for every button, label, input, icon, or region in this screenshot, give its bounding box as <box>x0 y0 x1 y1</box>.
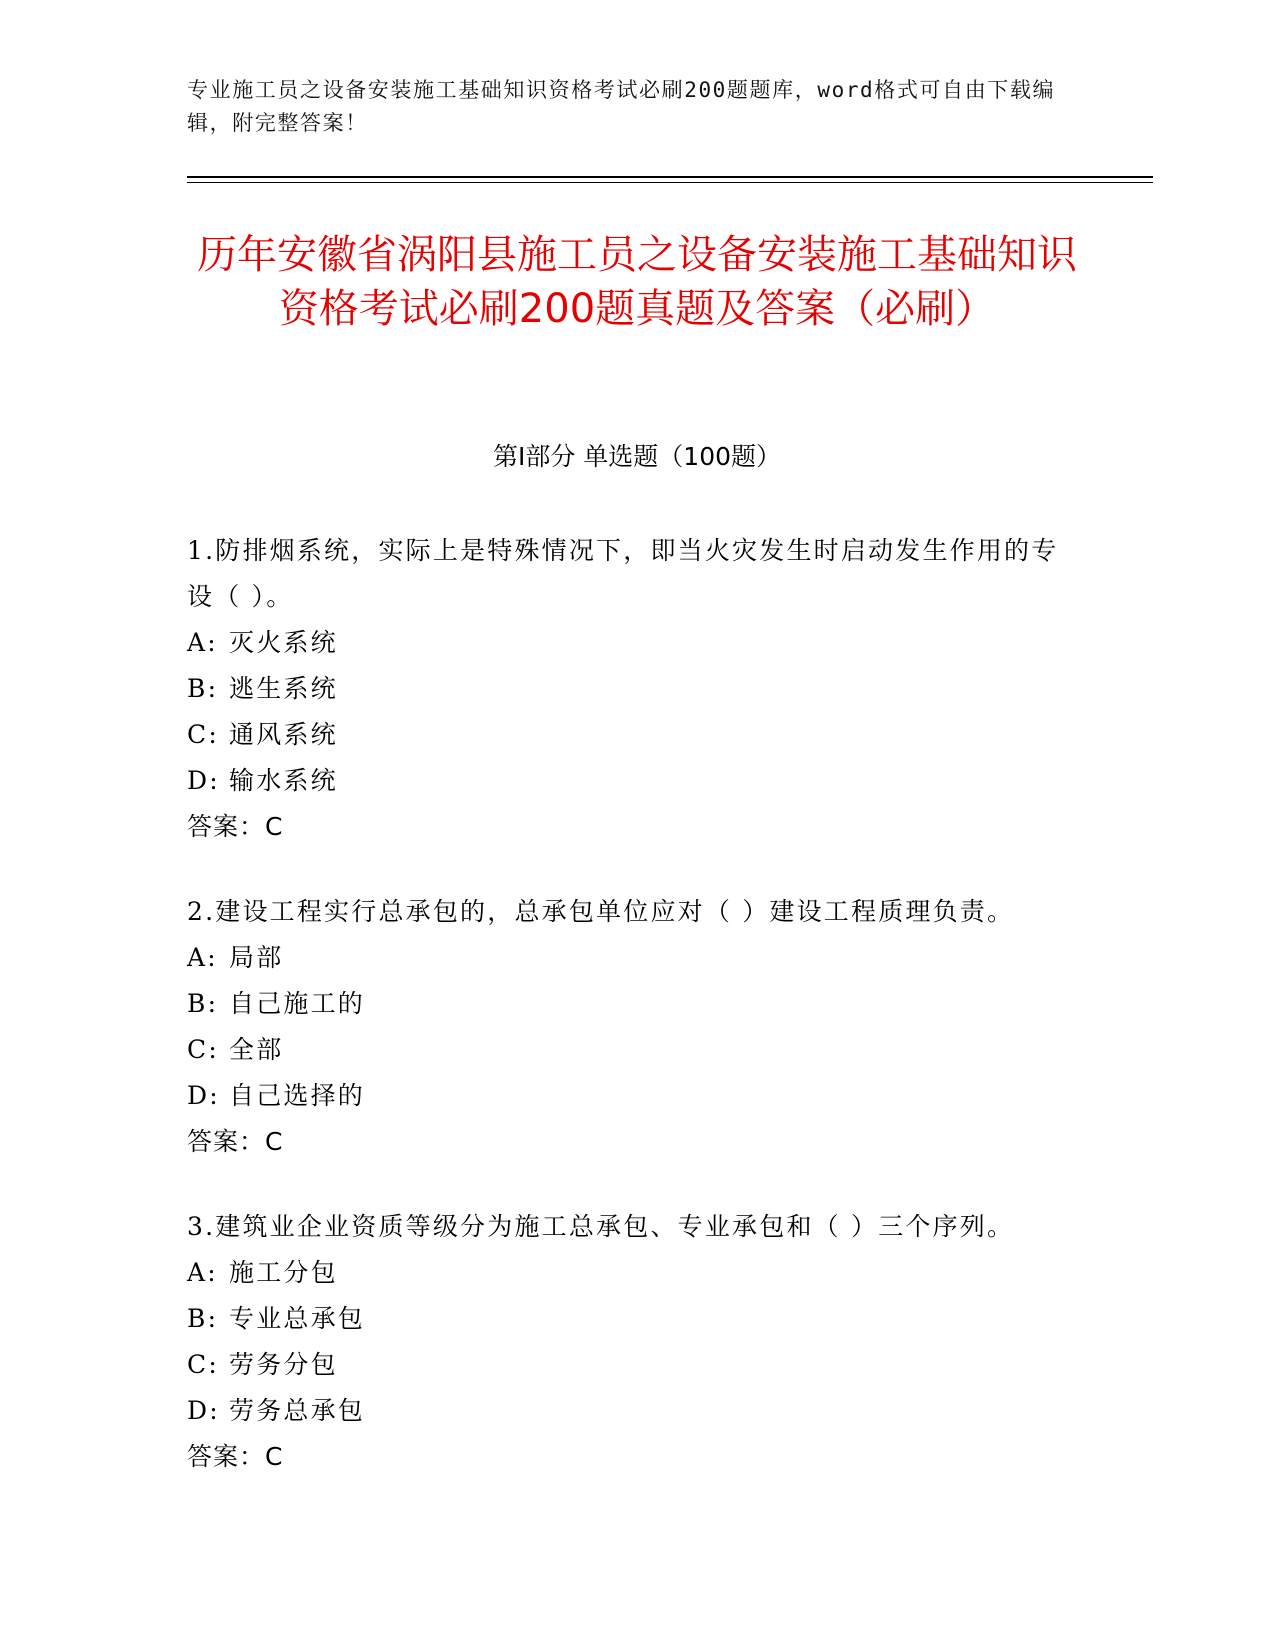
option-a <box>187 620 1067 666</box>
option-key: B: <box>187 989 219 1018</box>
question-stem: 3.建筑业企业资质等级分为施工总承包、专业承包和（ ）三个序列。 <box>187 1212 1015 1241</box>
option-key: D: <box>187 1081 220 1110</box>
document-title: 历年安徽省涡阳县施工员之设备安装施工基础知识资格考试必刷200题真题及答案（必刷） <box>197 232 1077 332</box>
answer-label: 答案： <box>187 1442 266 1471</box>
answer-line <box>187 1434 1067 1480</box>
option-key: B: <box>187 1304 219 1333</box>
question-stem: 2.建设工程实行总承包的，总承包单位应对（ ）建设工程质理负责。 <box>187 897 1015 926</box>
option-text: 灭火系统 <box>229 628 338 657</box>
option-text: 自己选择的 <box>229 1081 366 1110</box>
option-text: 自己施工的 <box>229 989 366 1018</box>
answer-line <box>187 1119 1067 1165</box>
option-text: 劳务总承包 <box>229 1396 366 1425</box>
option-text: 全部 <box>229 1035 284 1064</box>
header-note: 专业施工员之设备安装施工基础知识资格考试必刷200题题库，word格式可自由下载编辑，附完整答案！ <box>187 78 1056 135</box>
option-a <box>187 1250 1067 1296</box>
option-key: B: <box>187 674 219 703</box>
option-key: D: <box>187 1396 220 1425</box>
section-heading: 第I部分 单选题（100题） <box>492 442 782 471</box>
header-rule-thin <box>187 182 1153 183</box>
option-key: A: <box>187 1258 218 1287</box>
option-text: 局部 <box>229 943 284 972</box>
option-key: D: <box>187 766 220 795</box>
option-text: 施工分包 <box>229 1258 338 1287</box>
option-key: A: <box>187 943 218 972</box>
answer-line <box>187 804 1067 850</box>
option-key: C: <box>187 1035 219 1064</box>
option-key: C: <box>187 720 219 749</box>
option-c <box>187 1342 1067 1388</box>
option-key: A: <box>187 628 218 657</box>
option-a <box>187 935 1067 981</box>
question-3 <box>187 1204 1067 1480</box>
answer-value: C <box>265 1127 284 1156</box>
option-b <box>187 666 1067 712</box>
answer-label: 答案： <box>187 812 266 841</box>
option-c <box>187 712 1067 758</box>
option-d <box>187 1388 1067 1434</box>
question-list <box>187 528 1067 1519</box>
option-text: 逃生系统 <box>229 674 338 703</box>
option-b <box>187 981 1067 1027</box>
option-text: 劳务分包 <box>229 1350 338 1379</box>
option-text: 输水系统 <box>229 766 338 795</box>
option-d <box>187 1073 1067 1119</box>
option-d <box>187 758 1067 804</box>
question-2 <box>187 889 1067 1165</box>
answer-label: 答案： <box>187 1127 266 1156</box>
answer-value: C <box>265 1442 284 1471</box>
answer-value: C <box>265 812 284 841</box>
question-stem: 1.防排烟系统，实际上是特殊情况下，即当火灾发生时启动发生作用的专设（ ）。 <box>187 536 1059 611</box>
option-b <box>187 1296 1067 1342</box>
header-rule-thick <box>187 176 1153 178</box>
option-c <box>187 1027 1067 1073</box>
option-key: C: <box>187 1350 219 1379</box>
option-text: 专业总承包 <box>229 1304 366 1333</box>
question-1 <box>187 528 1067 850</box>
option-text: 通风系统 <box>229 720 338 749</box>
